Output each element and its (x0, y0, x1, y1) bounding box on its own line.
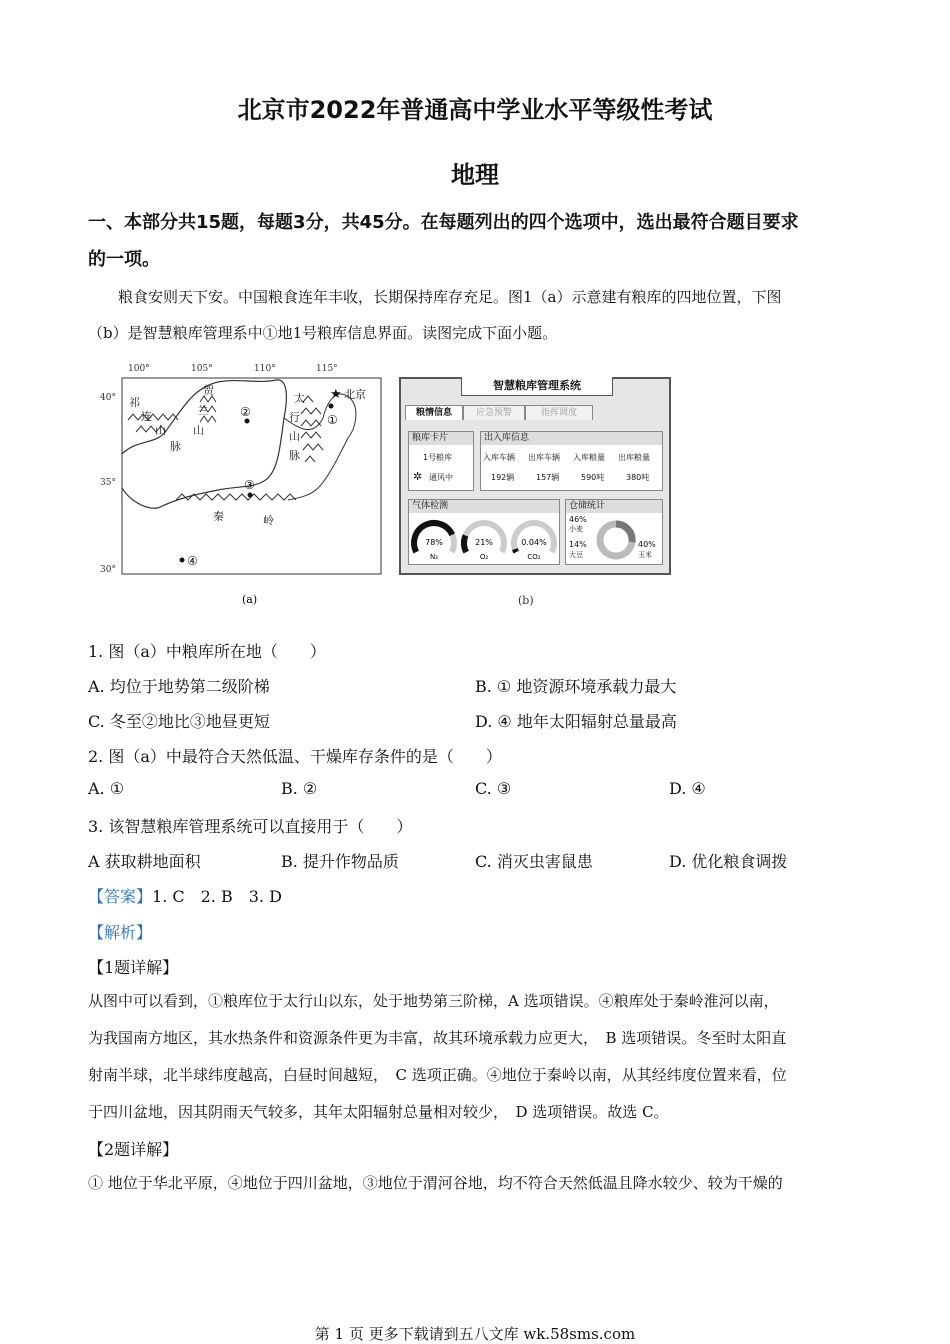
lat-label: 40° (100, 393, 116, 403)
lon-label: 100° (128, 364, 150, 374)
granary-status: 通风中 (429, 473, 453, 482)
analysis-label: 【解析】 (88, 923, 153, 942)
storage-donut (594, 518, 638, 562)
storage-value: 46% (569, 515, 587, 524)
q3-option-c: C. 消灭虫害鼠患 (475, 852, 593, 871)
gauge-value: 0.04% (521, 538, 547, 547)
lat-label: 30° (100, 565, 116, 575)
section-heading-line2: 的一项。 (88, 249, 160, 270)
mountain-label: 脉 (170, 440, 181, 453)
donut-segment (616, 524, 632, 542)
detail-2-label: 【2题详解】 (88, 1140, 179, 1159)
answer-label: 【答案】 (88, 887, 153, 906)
q2-option-d: D. ④ (669, 779, 706, 798)
detail-1-line: 射南半球，北半球纬度越高，白昼时间越短， C 选项正确。④地位于秦岭以南，从其经纬度位置来看，位 (88, 1066, 787, 1084)
lon-label: 110° (254, 364, 276, 374)
q1-option-b: B. ① 地资源环境承载力最大 (475, 677, 677, 696)
io-value: 192辆 (491, 473, 515, 482)
gas-title: 气体检测 (409, 500, 559, 513)
q2-option-a: A. ① (88, 779, 125, 798)
gauge-label: O₂ (479, 553, 489, 561)
tab-emergency-warning[interactable]: 应急预警 (463, 405, 525, 420)
mountain-label: 山 (155, 424, 166, 437)
detail-2-line: ① 地位于华北平原，④地位于四川盆地，③地位于渭河谷地，均不符合天然低温且降水较少、较为干燥的 (88, 1174, 783, 1192)
question-2-stem: 2. 图（a）中最符合天然低温、干燥库存条件的是（ ） (88, 747, 502, 766)
question-1-stem: 1. 图（a）中粮库所在地（ ） (88, 642, 326, 661)
q3-option-a: A 获取耕地面积 (88, 852, 201, 871)
storage-label: 大豆 (569, 551, 583, 559)
lat-label: 35° (100, 478, 116, 488)
mountain-label: 行 (289, 411, 300, 424)
point-dot (245, 419, 250, 424)
map-frame (122, 378, 381, 574)
q2-option-c: C. ③ (475, 779, 512, 798)
tab-grain-info[interactable]: 粮情信息 (405, 405, 463, 420)
q1-option-c: C. 冬至②地比③地昼更短 (88, 712, 270, 731)
point-dot (248, 493, 253, 498)
beijing-star-icon: ★ (330, 387, 342, 402)
mountain-label: 秦 (213, 510, 224, 523)
fan-icon: ✲ (413, 470, 423, 483)
answer-line (88, 884, 282, 907)
answer-text: 1. C 2. B 3. D (152, 887, 282, 906)
mountain-label: 连 (141, 410, 152, 423)
detail-1-label: 【1题详解】 (88, 958, 179, 977)
granary-name: 1号粮库 (423, 453, 453, 462)
point-label: ③ (244, 478, 255, 492)
gauge-value: 21% (475, 538, 493, 547)
storage-stats-panel (565, 499, 663, 565)
page-footer: 第 1 页 更多下载请到五八文库 wk.58sms.com (314, 1325, 636, 1343)
storage-label: 小麦 (569, 525, 583, 533)
point-dot (180, 558, 185, 563)
q3-option-b: B. 提升作物品质 (281, 852, 399, 871)
io-header: 入库车辆 (483, 453, 515, 462)
subject-title: 地理 (451, 161, 499, 189)
q1-option-d: D. ④ 地年太阳辐射总量最高 (475, 712, 677, 731)
gauge-value: 78% (425, 538, 443, 547)
inout-title: 出入库信息 (481, 432, 662, 445)
mountain-label: 岭 (263, 514, 274, 527)
exam-title: 北京市2022年普通高中学业水平等级性考试 (237, 96, 713, 124)
io-value: 590吨 (581, 473, 605, 482)
caption-b: (b) (518, 594, 534, 607)
inout-info-panel (480, 431, 663, 491)
io-header: 入库粮量 (573, 453, 605, 462)
io-value: 157辆 (536, 473, 560, 482)
smart-granary-system-panel (399, 377, 671, 575)
storage-title: 仓储统计 (566, 500, 662, 513)
q2-option-b: B. ② (281, 779, 318, 798)
mountain-label: 贺 (203, 384, 214, 397)
storage-value: 14% (569, 540, 587, 549)
q3-option-d: D. 优化粮食调拨 (669, 852, 788, 871)
intro-line2: （b）是智慧粮库管理系中①地1号粮库信息界面。读图完成下面小题。 (88, 324, 558, 342)
io-header: 出库粮量 (618, 453, 650, 462)
question-3-stem: 3. 该智慧粮库管理系统可以直接用于（ ） (88, 817, 413, 836)
lon-label: 105° (191, 364, 213, 374)
gauge-arc (515, 549, 516, 552)
detail-1-line: 从图中可以看到，①粮库位于太行山以东，处于地势第三阶梯，A 选项错误。④粮库处于秦岭淮河以南， (88, 992, 779, 1010)
gauge-arc (464, 535, 466, 552)
mountain-label: 脉 (289, 449, 300, 462)
tab-command-dispatch[interactable]: 指挥调度 (525, 405, 593, 420)
mountain-label: 太 (294, 392, 305, 405)
gas-gauges (409, 513, 559, 565)
beijing-label: 北京 (344, 388, 366, 401)
intro-line1: 粮食安则天下安。中国粮食连年丰收，长期保持库存充足。图1（a）示意建有粮库的四地位置，下图 (118, 288, 782, 306)
gauge-label: CO₂ (527, 553, 541, 561)
card-title: 粮库卡片 (409, 432, 473, 445)
mountain-label: 祁 (129, 396, 140, 409)
mountain-label: 兰 (197, 404, 208, 417)
io-header: 出库车辆 (528, 453, 560, 462)
gauge-label: N₂ (429, 553, 439, 561)
caption-a: (a) (242, 593, 258, 606)
point-label: ① (327, 413, 338, 427)
gas-detection-panel (408, 499, 560, 565)
section-heading-line1: 一、本部分共15题，每题3分，共45分。在每题列出的四个选项中，选出最符合题目要求 (88, 212, 799, 233)
q1-option-a: A. 均位于地势第二级阶梯 (88, 677, 270, 696)
mountain-label: 山 (193, 424, 204, 437)
system-title: 智慧粮库管理系统 (461, 377, 613, 396)
storage-value: 40% (638, 540, 656, 549)
io-value: 380吨 (626, 473, 650, 482)
point-dot (329, 404, 334, 409)
point-label: ④ (187, 554, 198, 568)
mountain-label: 山 (289, 430, 300, 443)
detail-1-line: 于四川盆地，因其阴雨天气较多，其年太阳辐射总量相对较少， D 选项错误。故选 C。 (88, 1103, 669, 1121)
granary-card-panel (408, 431, 474, 491)
point-label: ② (240, 405, 251, 419)
detail-1-line: 为我国南方地区，其水热条件和资源条件更为丰富，故其环境承载力应更大， B 选项错误。冬至时太阳直 (88, 1029, 787, 1047)
storage-label: 玉米 (638, 551, 652, 559)
map-figure-a (98, 358, 388, 613)
lon-label: 115° (316, 364, 338, 374)
